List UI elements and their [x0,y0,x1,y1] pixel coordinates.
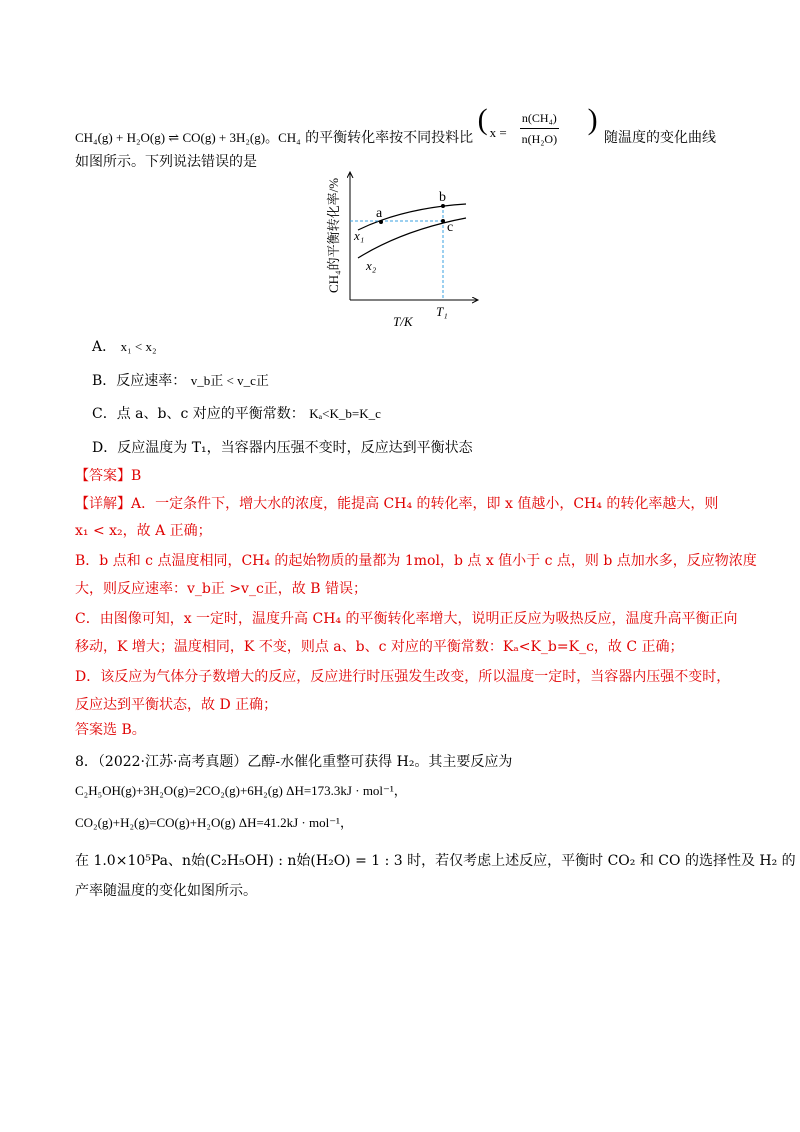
t1-label: T₁ [436,304,448,319]
label-a: a [376,206,383,221]
explain-line6: 移动，K 增大；温度相同，K 不变，则点 a、b、c 对应的平衡常数：Kₐ<K_b=K_c，故 C 正确； [75,639,684,655]
q7-stem-line1 [75,103,717,148]
point-c [441,219,445,223]
label-x1: x₁ [354,228,365,243]
answer-value: B [131,468,142,484]
explain-line2: x₁ < x₂，故 A 正确； [75,523,212,539]
stem-text-end: 随温度的变化曲线 [604,130,717,146]
q8-line2: C₂H₅OH(g)+3H₂O(g)=2CO₂(g)+6H₂(g) ΔH=173.3kJ · mol⁻¹， [75,783,407,798]
q7-stem-line2: 如图所示。下列说法错误的是 [75,154,257,170]
q8-line5: 产率随温度的变化如图所示。 [75,883,257,899]
explain-line5: C．由图像可知，x 一定时，温度升高 CH₄ 的平衡转化率增大，说明正反应为吸热反应，温度升高平衡正向 [75,611,738,627]
option-c: C．点 a、b、c 对应的平衡常数： Kₐ<K_b=K_c [92,406,381,422]
explain-line7: D．该反应为气体分子数增大的反应，反应进行时压强发生改变，所以温度一定时，当容器内压强不变时， [75,669,731,685]
explain-line3: B．b 点和 c 点温度相同，CH₄ 的起始物质的量都为 1mol，b 点 x 值小于 c 点，则 b 点加水多，反应物浓度 [75,553,757,569]
x-axis-label: T/K [393,314,413,329]
explain-line9: 答案选 B。 [75,722,146,738]
y-axis-label: CH₄的平衡转化率/% [326,177,341,293]
q8-line1: 8．（2022·江苏·高考真题）乙醇-水催化重整可获得 H₂。其主要反应为 [75,754,513,770]
explain-line1: 【详解】A．一定条件下，增大水的浓度，能提高 CH₄ 的转化率，即 x 值越小，CH₄ 的转化率越大，则 [75,496,719,512]
answer-tag: 【答案】 [75,468,131,484]
reaction-equation: CH₄(g) + H₂O(g) ⇌ CO(g) + 3H₂(g)。CH₄ [75,130,301,145]
ratio-expression: ( x = $\frac{\text{n(CH₄)}}{\text{n(H₂O)}}$ ) [478,122,600,142]
q8-line4: 在 1.0×10⁵Pa、n始(C₂H₅OH) : n始(H₂O) = 1 : 3 时，若仅考虑上述反应，平衡时 CO₂ 和 CO 的选择性及 H₂ 的 [75,853,796,869]
label-b: b [439,190,446,205]
conversion-graph [318,168,488,333]
q8-line3: CO₂(g)+H₂(g)=CO(g)+H₂O(g) ΔH=41.2kJ · mol⁻¹， [75,815,353,830]
option-d: D．反应温度为 T₁，当容器内压强不变时，反应达到平衡状态 [92,440,473,456]
label-x2: x₂ [366,258,377,273]
option-b: B．反应速率： v_b正 < v_c正 [92,373,269,389]
stem-text: 的平衡转化率按不同投料比 [305,130,474,146]
explain-line4: 大，则反应速率：v_b正 >v_c正，故 B 错误； [75,581,367,597]
ratio-fraction: $\frac{\text{n(CH₄)}}{\text{n(H₂O)}}$ [520,108,560,149]
label-c: c [447,220,454,235]
explain-line8: 反应达到平衡状态，故 D 正确； [75,697,278,713]
explain-tag: 【详解】 [75,496,131,512]
option-a: A． x₁ < x₂ [92,339,157,355]
answer-line [75,466,141,486]
